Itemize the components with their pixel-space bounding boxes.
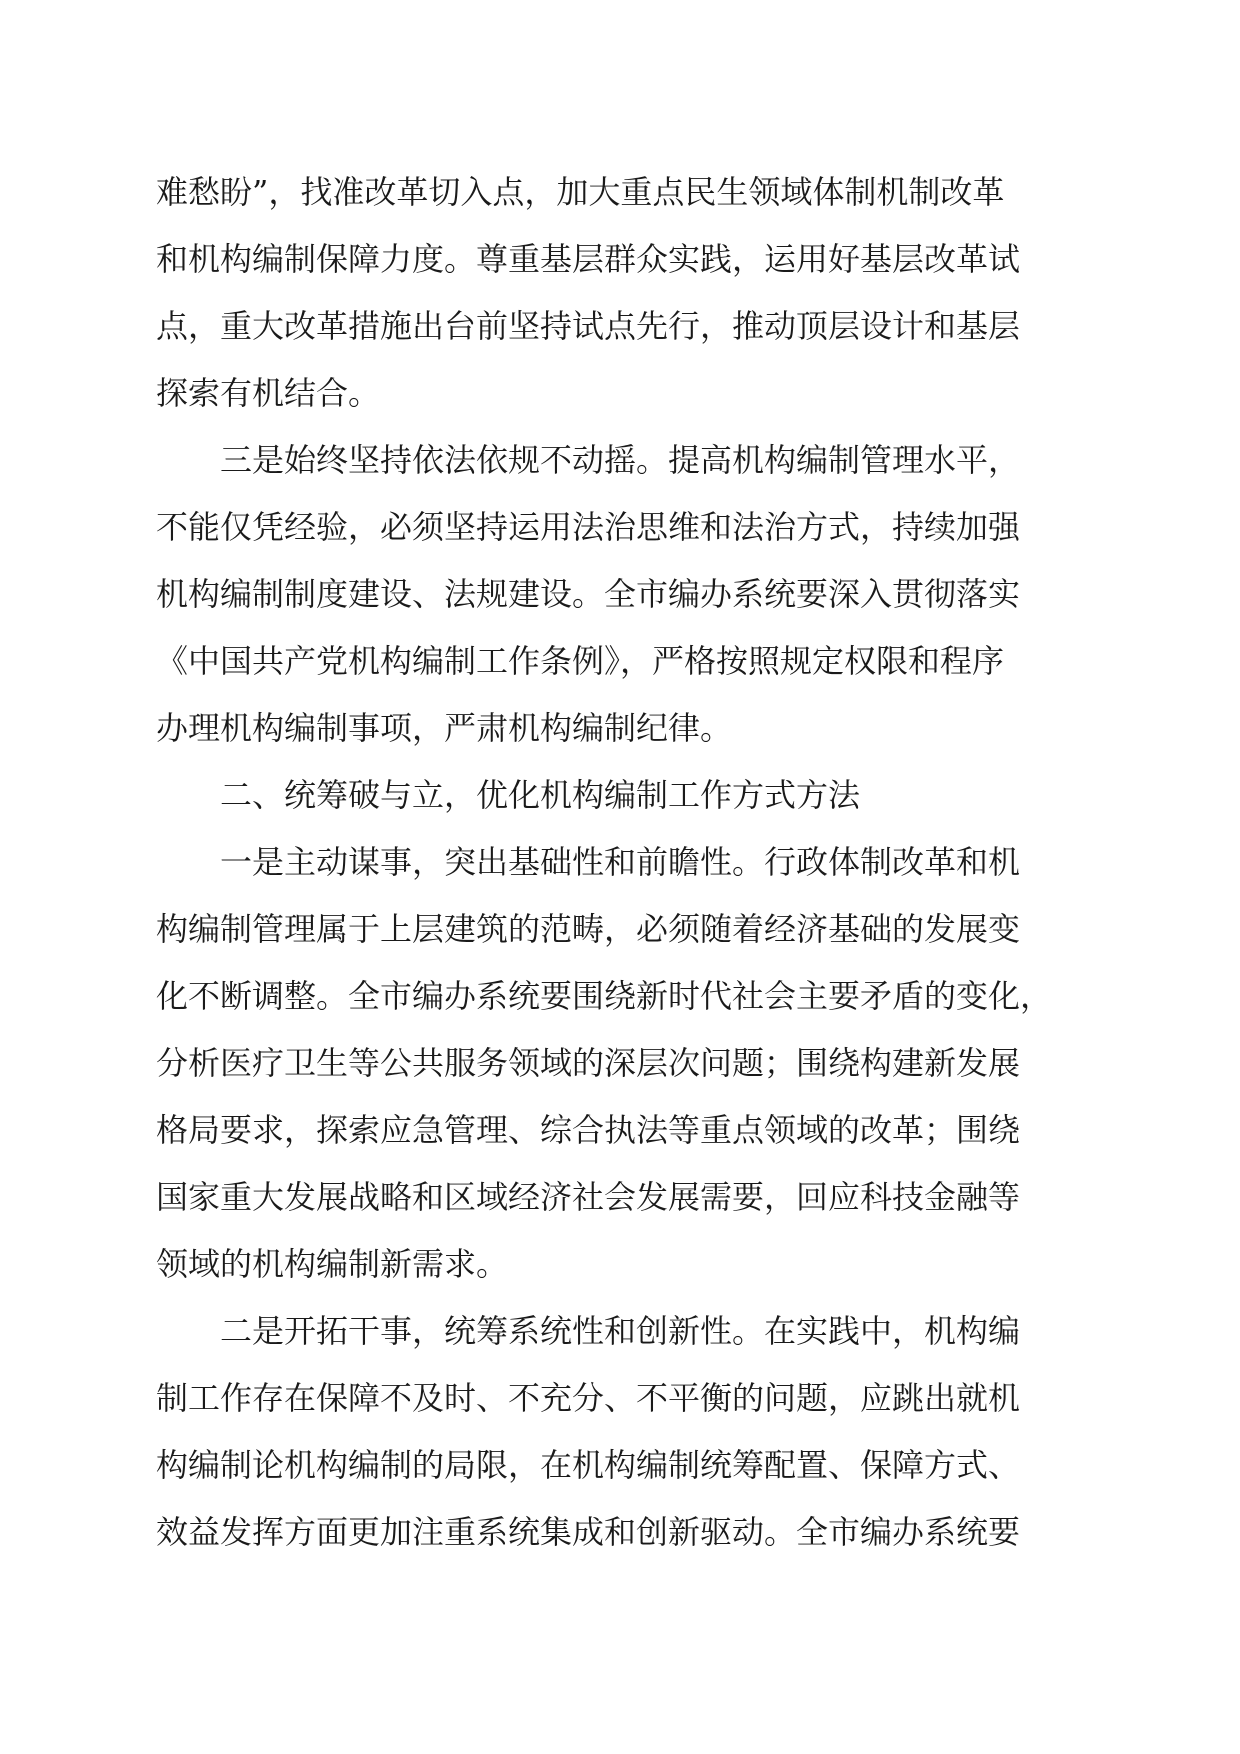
text-line: 构编制管理属于上层建筑的范畴，必须随着经济基础的发展变	[156, 910, 1021, 948]
text-line: 点，重大改革措施出台前坚持试点先行，推动顶层设计和基层	[156, 307, 1021, 345]
paragraph-first-line: 二是开拓干事，统筹系统性和创新性。在实践中，机构编	[220, 1312, 1021, 1350]
text-line: 构编制论机构编制的局限，在机构编制统筹配置、保障方式、	[156, 1446, 1021, 1484]
text-line: 格局要求，探索应急管理、综合执法等重点领域的改革；围绕	[156, 1111, 1021, 1149]
text-line: 探索有机结合。	[156, 374, 381, 412]
section-heading: 二、统筹破与立，优化机构编制工作方式方法	[220, 776, 861, 814]
text-line: 和机构编制保障力度。尊重基层群众实践，运用好基层改革试	[156, 240, 1021, 278]
paragraph-first-line: 三是始终坚持依法依规不动摇。提高机构编制管理水平，	[220, 441, 1021, 479]
text-line: 效益发挥方面更加注重系统集成和创新驱动。全市编办系统要	[156, 1513, 1021, 1551]
text-line: 领域的机构编制新需求。	[156, 1245, 509, 1283]
text-line: 《中国共产党机构编制工作条例》，严格按照规定权限和程序	[156, 642, 1005, 680]
paragraph-first-line: 一是主动谋事，突出基础性和前瞻性。行政体制改革和机	[220, 843, 1021, 881]
text-line: 制工作存在保障不及时、不充分、不平衡的问题，应跳出就机	[156, 1379, 1021, 1417]
text-line: 不能仅凭经验，必须坚持运用法治思维和法治方式，持续加强	[156, 508, 1021, 546]
text-line: 化不断调整。全市编办系统要围绕新时代社会主要矛盾的变化，	[156, 977, 1053, 1015]
text-line: 难愁盼”，找准改革切入点，加大重点民生领域体制机制改革	[156, 173, 1005, 211]
body-text	[156, 159, 1084, 1566]
text-line: 国家重大发展战略和区域经济社会发展需要，回应科技金融等	[156, 1178, 1021, 1216]
text-line: 机构编制制度建设、法规建设。全市编办系统要深入贯彻落实	[156, 575, 1021, 613]
text-line: 办理机构编制事项，严肃机构编制纪律。	[156, 709, 733, 747]
text-line: 分析医疗卫生等公共服务领域的深层次问题；围绕构建新发展	[156, 1044, 1021, 1082]
